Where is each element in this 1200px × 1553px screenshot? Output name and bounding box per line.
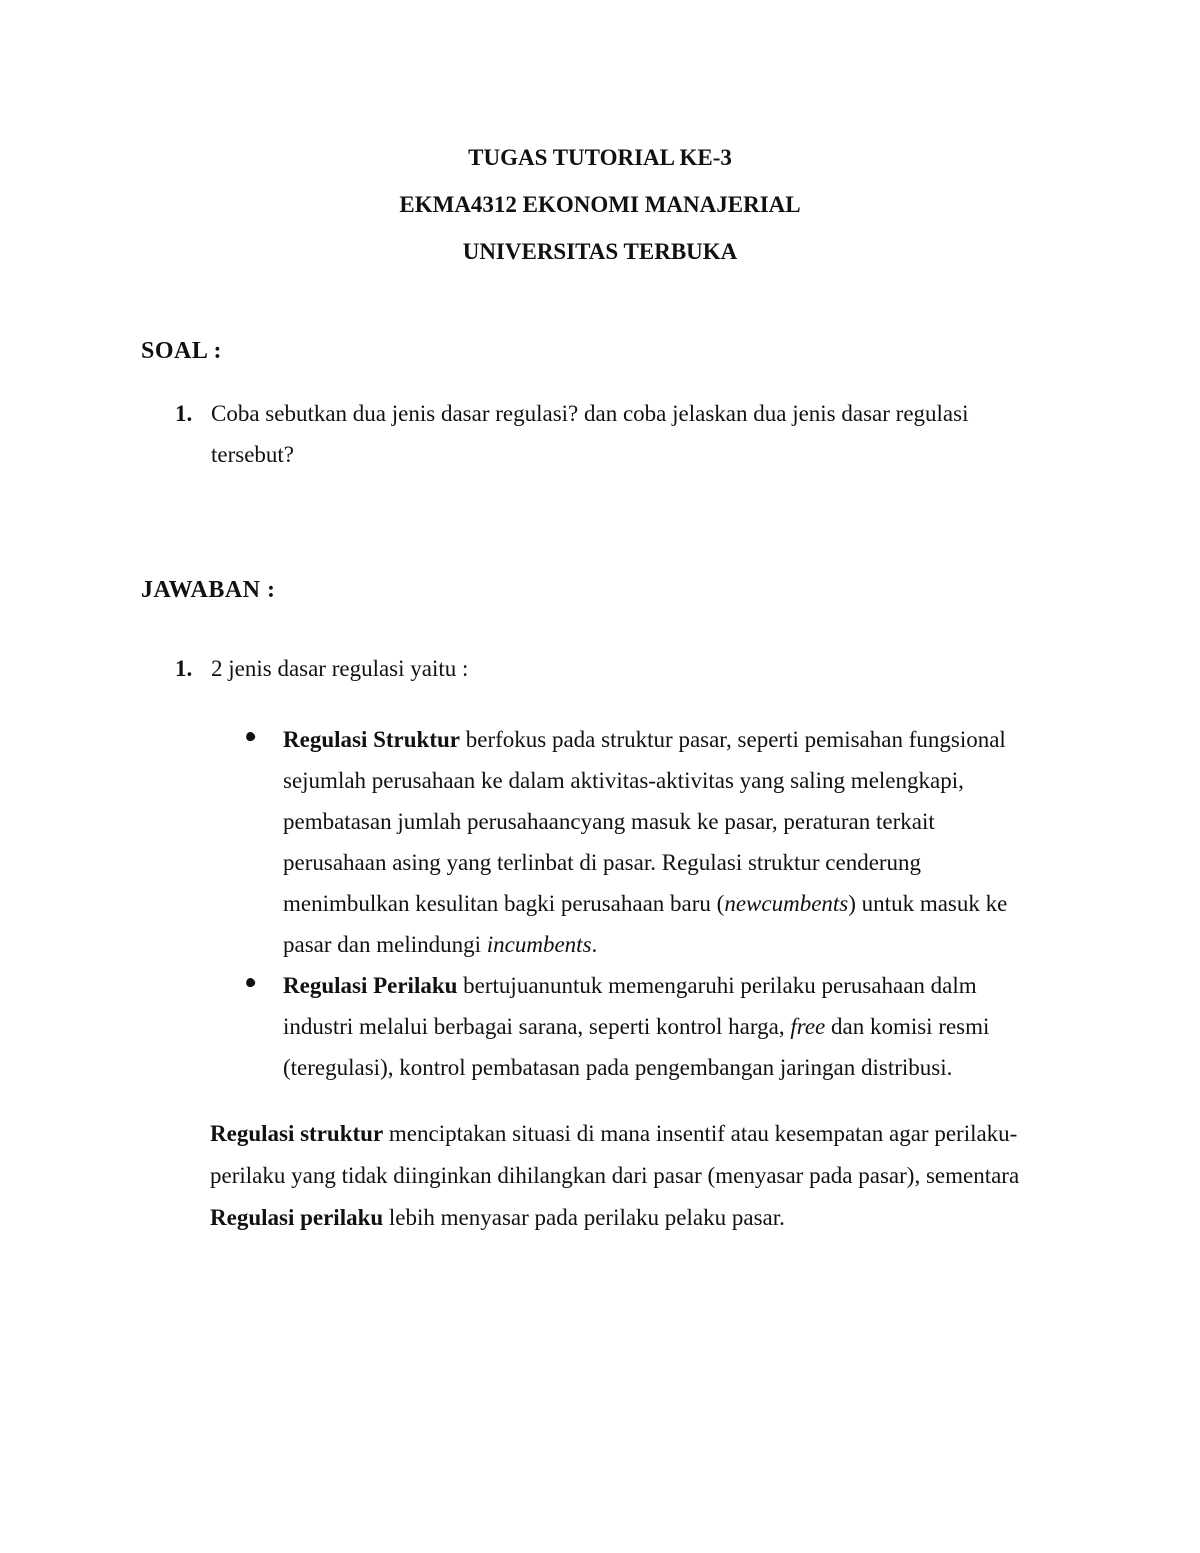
- summary-paragraph: [210, 1113, 1050, 1239]
- summary-line: perilaku yang tidak diinginkan dihilangkan dari pasar (menyasar pada pasar), sementara: [210, 1163, 1020, 1188]
- title-line-3: UNIVERSITAS TERBUKA: [462, 239, 738, 264]
- soal-heading: SOAL :: [141, 338, 223, 364]
- bullet-line: (teregulasi), kontrol pembatasan pada pengembangan jaringan distribusi.: [283, 1055, 953, 1080]
- bullet-regulasi-perilaku: [246, 965, 1046, 1088]
- bullet-text-run: berfokus pada struktur pasar, seperti pemisahan fungsional: [460, 727, 1006, 752]
- jawaban-item-text: [211, 648, 1011, 689]
- bullet-text-run: menimbulkan kesulitan bagki perusahaan baru (: [283, 891, 725, 916]
- bullet-text-run: ) untuk masuk ke: [848, 891, 1008, 916]
- summary-text-run: lebih menyasar pada perilaku pelaku pasar.: [383, 1205, 785, 1230]
- bullet-regulasi-struktur: [246, 719, 1046, 965]
- bullet-text: [283, 719, 1046, 965]
- bullet-text: [283, 965, 1046, 1088]
- bullet-text-run: dan komisi resmi: [825, 1014, 990, 1039]
- regulation-bullet-list: [246, 719, 1046, 1088]
- soal-item-text: [211, 393, 1011, 475]
- bullet-line: perusahaan asing yang terlinbat di pasar. Regulasi struktur cenderung: [283, 850, 922, 875]
- soal-item-number: 1.: [175, 401, 193, 426]
- bullet-text-run: industri melalui berbagai sarana, seperti kontrol harga,: [283, 1014, 791, 1039]
- soal-item-line: tersebut?: [211, 442, 295, 467]
- bullet-icon: [245, 731, 257, 743]
- document-title: [0, 140, 1200, 281]
- bullet-line: pembatasan jumlah perusahaancyang masuk ke pasar, peraturan terkait: [283, 809, 935, 834]
- summary-text-run: menciptakan situasi di mana insentif atau kesempatan agar perilaku-: [383, 1121, 1018, 1146]
- italic-term: free: [790, 1014, 826, 1039]
- bullet-line: sejumlah perusahaan ke dalam aktivitas-aktivitas yang saling melengkapi,: [283, 768, 964, 793]
- bullet-term: Regulasi Perilaku: [283, 973, 458, 998]
- title-line-1: TUGAS TUTORIAL KE-3: [468, 145, 732, 170]
- bullet-term: Regulasi Struktur: [283, 727, 460, 752]
- jawaban-heading: JAWABAN :: [141, 577, 276, 603]
- jawaban-item-number: 1.: [175, 656, 193, 681]
- bullet-text-run: bertujuanuntuk memengaruhi perilaku perusahaan dalm: [457, 973, 977, 998]
- summary-term: Regulasi perilaku: [210, 1205, 384, 1230]
- italic-term: incumbents: [486, 932, 592, 957]
- title-line-2: EKMA4312 EKONOMI MANAJERIAL: [399, 192, 801, 217]
- bullet-text-run: pasar dan melindungi: [283, 932, 487, 957]
- summary-term: Regulasi struktur: [210, 1121, 384, 1146]
- bullet-text-run: .: [591, 932, 598, 957]
- jawaban-item-line: 2 jenis dasar regulasi yaitu :: [211, 656, 469, 681]
- soal-item-line: Coba sebutkan dua jenis dasar regulasi? dan coba jelaskan dua jenis dasar regulasi: [211, 401, 969, 426]
- bullet-icon: [245, 977, 257, 989]
- italic-term: newcumbents: [724, 891, 849, 916]
